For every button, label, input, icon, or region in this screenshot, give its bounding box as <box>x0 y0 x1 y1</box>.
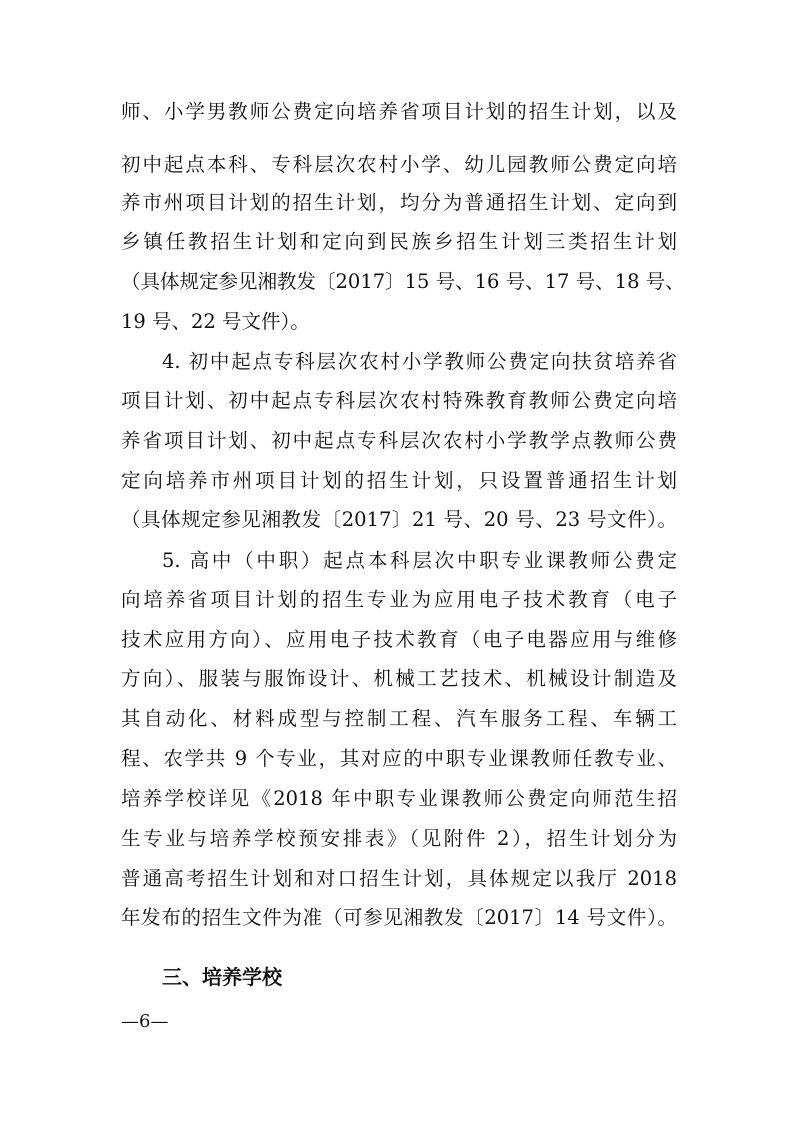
paragraph-line: 程、农学共 9 个专业，其对应的中职专业课教师任教专业、 <box>121 747 677 770</box>
paragraph-line: 5. 高中（中职）起点本科层次中职专业课教师公费定 <box>162 549 677 572</box>
section-heading: 三、培养学校 <box>162 965 282 989</box>
page-number: —6— <box>121 1011 169 1032</box>
paragraph-line: 养市州项目计划的招生计划，均分为普通招生计划、定向到 <box>121 191 677 214</box>
paragraph-line: 4. 初中起点专科层次农村小学教师公费定向扶贫培养省 <box>162 350 677 373</box>
paragraph-line: 年发布的招生文件为准（可参见湘教发〔2017〕14 号文件）。 <box>121 906 677 929</box>
paragraph-line: （具体规定参见湘教发〔2017〕15 号、16 号、17 号、18 号、 <box>121 270 685 293</box>
paragraph-line: 19 号、22 号文件）。 <box>121 310 310 333</box>
paragraph-line: 定向培养市州项目计划的招生计划，只设置普通招生计划 <box>121 469 677 492</box>
paragraph-line: 师、小学男教师公费定向培养省项目计划的招生计划，以及 <box>121 100 677 123</box>
paragraph-line: 普通高考招生计划和对口招生计划，具体规定以我厅 2018 <box>121 867 677 890</box>
paragraph-line: 培养学校详见《2018 年中职专业课教师公费定向师范生招 <box>121 787 677 810</box>
paragraph-line: 项目计划、初中起点专科层次农村特殊教育教师公费定向培 <box>121 389 677 412</box>
paragraph-line: 方向）、服装与服饰设计、机械工艺技术、机械设计制造及 <box>121 667 677 690</box>
paragraph-line: 养省项目计划、初中起点专科层次农村小学教学点教师公费 <box>121 429 677 452</box>
paragraph-line: 其自动化、材料成型与控制工程、汽车服务工程、车辆工 <box>121 707 677 730</box>
paragraph-line: 向培养省项目计划的招生专业为应用电子技术教育（电子 <box>121 588 677 611</box>
paragraph-line: 生专业与培养学校预安排表》（见附件 2），招生计划分为 <box>121 827 677 850</box>
paragraph-line: （具体规定参见湘教发〔2017〕21 号、20 号、23 号文件）。 <box>121 508 677 531</box>
paragraph-line: 乡镇任教招生计划和定向到民族乡招生计划三类招生计划 <box>121 230 677 253</box>
paragraph-line: 技术应用方向）、应用电子技术教育（电子电器应用与维修 <box>121 628 677 651</box>
paragraph-line: 初中起点本科、专科层次农村小学、幼儿园教师公费定向培 <box>121 153 677 176</box>
